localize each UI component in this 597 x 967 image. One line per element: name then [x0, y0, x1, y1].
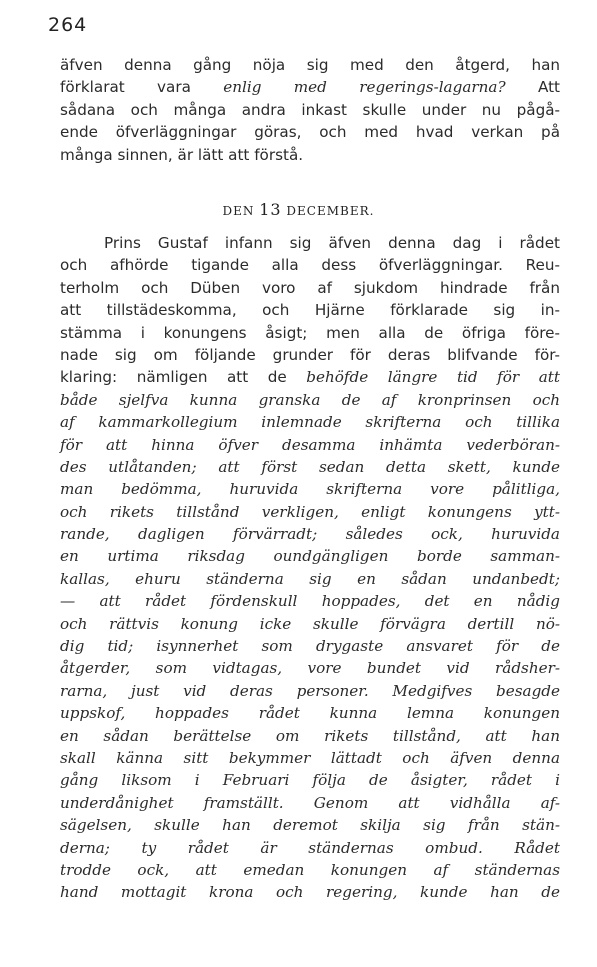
text-line: rande, dagligen förvärradt; således ock, huruvida [60, 525, 560, 544]
text-line: klaring: nämligen att de behöfde längre tid för att [60, 368, 560, 387]
text-line: ende öfverläggningar göras, och med hvad verkan på [60, 123, 560, 142]
heading-day: 13 [259, 200, 282, 219]
text-line: både sjelfva kunna granska de af kronprinsen och [60, 390, 560, 409]
text-line: Prins Gustaf infann sig äfven denna dag i rådet [104, 234, 560, 252]
section-heading [0, 200, 597, 219]
text-line: terholm och Düben voro af sjukdom hindrade från [60, 278, 560, 297]
text-line: underdånighet framställt. Genom att vidhålla af- [60, 793, 560, 812]
text-line: många sinnen, är lätt att förstå. [60, 145, 304, 164]
text-line: gång liksom i Februari följa de åsigter, rådet i [60, 771, 560, 790]
text-line: rarna, just vid deras personer. Medgifves besagde [60, 681, 560, 700]
text-line: hand mottagit krona och regering, kunde han de [60, 883, 560, 902]
text-line: och rättvis konung icke skulle förvägra dertill nö- [60, 614, 560, 633]
text-line: man bedömma, huruvida skrifterna vore pålitliga, [60, 480, 560, 499]
text-line: att tillstädeskomma, och Hjärne förklarade sig in- [60, 301, 560, 320]
text-line: och afhörde tigande alla dess öfverläggningar. Reu- [60, 256, 560, 275]
heading-suffix: DECEMBER. [286, 204, 375, 218]
text-line: en sådan berättelse om rikets tillstånd, att han [60, 726, 560, 745]
text-line: derna; ty rådet är ständernas ombud. Rådet [60, 838, 560, 857]
text-line: åtgerder, som vidtagas, vore bundet vid rådsher- [60, 659, 560, 678]
text-line: för att hinna öfver desamma inhämta vederböran- [60, 435, 560, 454]
paragraph-intro [60, 54, 560, 166]
text-line: uppskof, hoppades rådet kunna lemna konungen [60, 704, 560, 723]
text-line: des utlåtanden; att först sedan detta skett, kunde [60, 457, 560, 476]
text-line: stämma i konungens åsigt; men alla de öfriga före- [60, 323, 560, 342]
text-line: kallas, ehuru ständerna sig en sådan undanbedt; [60, 569, 560, 588]
text-line: äfven denna gång nöja sig med den åtgerd, han [60, 56, 560, 74]
text-line: förklarat vara enlig med regerings-lagarna? Att [60, 78, 560, 97]
text-line: nade sig om följande grunder för deras blifvande för- [60, 345, 560, 364]
text-line: — att rådet fördenskull hoppades, det en nådig [60, 592, 560, 611]
paragraph-council [60, 232, 560, 904]
text-line: dig tid; isynnerhet som drygaste ansvaret för de [60, 637, 560, 656]
text-line: trodde ock, att emedan konungen af ständernas [60, 860, 560, 879]
text-line: sådana och många andra inkast skulle under nu pågå- [60, 100, 560, 119]
text-line: skall känna sitt bekymmer lättadt och äfven denna [60, 748, 560, 767]
page-number: 264 [48, 14, 88, 36]
text-line: sägelsen, skulle han deremot skilja sig från stän- [60, 816, 560, 835]
text-line: af kammarkollegium inlemnade skrifterna och tillika [60, 413, 560, 432]
heading-prefix: DEN [222, 204, 255, 218]
text-line: och rikets tillstånd verkligen, enligt konungens ytt- [60, 502, 560, 521]
text-line: en urtima riksdag oundgängligen borde samman- [60, 547, 560, 566]
